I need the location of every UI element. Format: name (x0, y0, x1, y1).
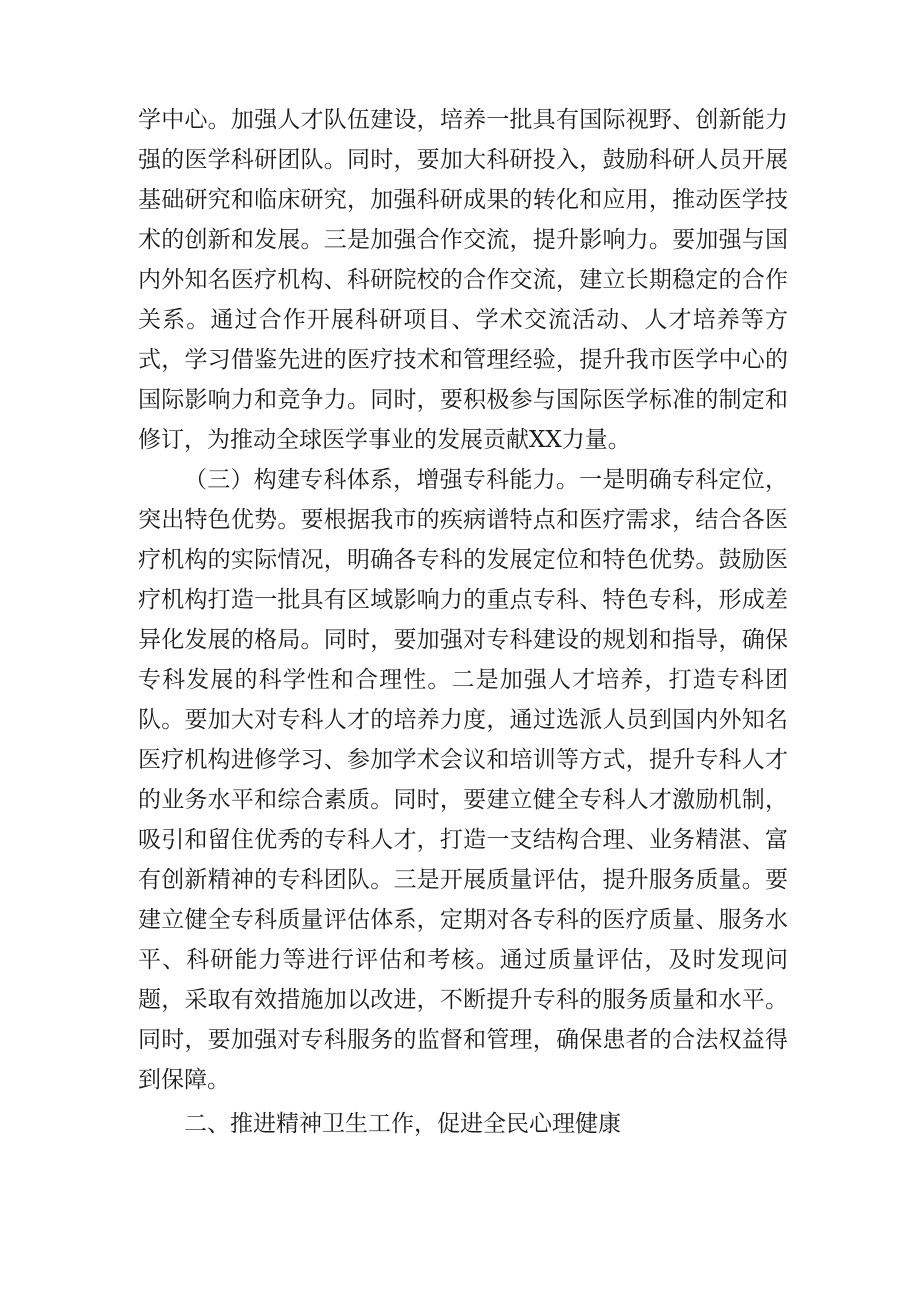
section-heading-mental-health: 二、推进精神卫生工作，促进全民心理健康 (184, 1111, 621, 1137)
document-page (138, 100, 788, 1144)
paragraph-continuation: 学中心。加强人才队伍建设，培养一批具有国际视野、创新能力强的医学科研团队。同时，要加大科研投入，鼓励科研人员开展基础研究和临床研究，加强科研成果的转化和应用，推动医学技术的创新和发展。三是加强合作交流，提升影响力。要加强与国内外知名医疗机构、科研院校的合作交流，建立长期稳定的合作关系。通过合作开展科研项目、学术交流活动、人才培养等方式，学习借鉴先进的医疗技术和管理经验，提升我市医学中心的国际影响力和竞争力。同时，要积极参与国际医学标准的制定和修订，为推动全球医学事业的发展贡献XX力量。 (138, 107, 788, 453)
paragraph-specialty-system: （三）构建专科体系，增强专科能力。一是明确专科定位，突出特色优势。要根据我市的疾病谱特点和医疗需求，结合各医疗机构的实际情况，明确各专科的发展定位和特色优势。鼓励医疗机构打造一批具有区域影响力的重点专科、特色专科，形成差异化发展的格局。同时，要加强对专科建设的规划和指导，确保专科发展的科学性和合理性。二是加强人才培养，打造专科团队。要加大对专科人才的培养力度，通过选派人员到国内外知名医疗机构进修学习、参加学术会议和培训等方式，提升专科人才的业务水平和综合素质。同时，要建立健全专科人才激励机制，吸引和留住优秀的专科人才，打造一支结构合理、业务精湛、富有创新精神的专科团队。三是开展质量评估，提升服务质量。要建立健全专科质量评估体系，定期对各专科的医疗质量、服务水平、科研能力等进行评估和考核。通过质量评估，及时发现问题，采取有效措施加以改进，不断提升专科的服务质量和水平。同时，要加强对专科服务的监督和管理，确保患者的合法权益得到保障。 (138, 467, 788, 1093)
